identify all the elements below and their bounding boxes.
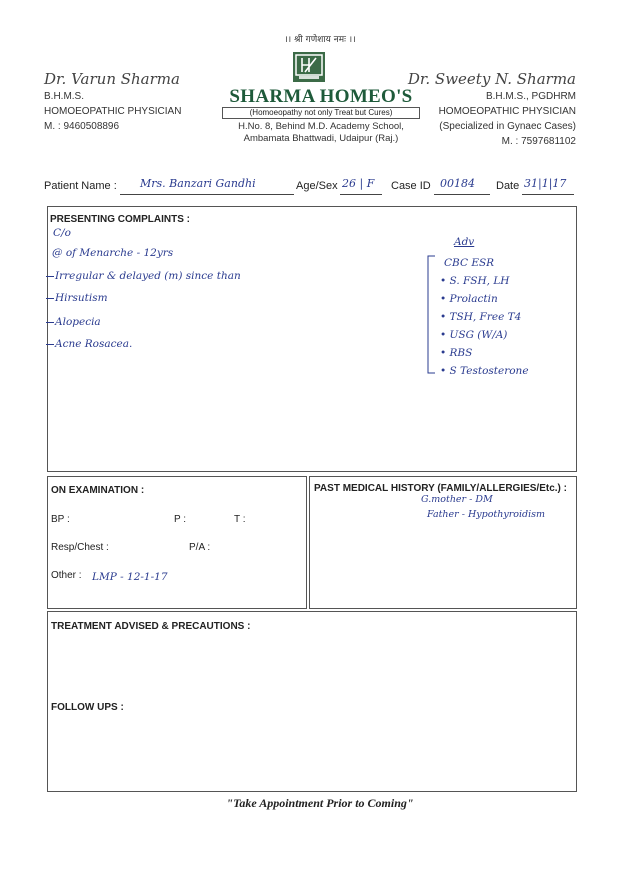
history-title: PAST MEDICAL HISTORY (FAMILY/ALLERGIES/Etc.) : bbox=[314, 483, 567, 494]
right-doctor-title: HOMOEOPATHIC PHYSICIAN bbox=[438, 106, 576, 117]
date-line bbox=[522, 194, 574, 195]
other-value: LMP - 12-1-17 bbox=[92, 571, 168, 583]
advice-item-text: TSH, Free T4 bbox=[449, 311, 522, 323]
bullet-dash bbox=[46, 322, 54, 323]
footer-note: "Take Appointment Prior to Coming" bbox=[226, 796, 414, 810]
history-line: G.mother - DM bbox=[421, 494, 493, 505]
clinic-logo-icon bbox=[293, 52, 325, 82]
left-doctor-name: Dr. Varun Sharma bbox=[44, 70, 180, 88]
patient-name-label: Patient Name : bbox=[44, 180, 117, 192]
patient-name-value[interactable]: Mrs. Banzari Gandhi bbox=[140, 177, 256, 190]
complaint-text: Irregular & delayed (m) since than bbox=[55, 270, 241, 282]
complaints-title: PRESENTING COMPLAINTS : bbox=[50, 214, 191, 225]
examination-box[interactable] bbox=[47, 476, 307, 609]
clinic-name: SHARMA HOMEO'S bbox=[229, 86, 413, 107]
bullet-dash bbox=[46, 298, 54, 299]
treatment-title: TREATMENT ADVISED & PRECAUTIONS : bbox=[51, 621, 251, 632]
advice-item: • RBS bbox=[440, 347, 473, 359]
left-doctor-degree: B.H.M.S. bbox=[44, 91, 85, 102]
age-sex-value[interactable]: 26 | F bbox=[342, 177, 375, 190]
bullet-dash bbox=[46, 276, 54, 277]
bullet-dash bbox=[46, 344, 54, 345]
address-line-1: H.No. 8, Behind M.D. Academy School, bbox=[238, 121, 404, 132]
age-sex-label: Age/Sex bbox=[296, 180, 338, 192]
right-doctor-name: Dr. Sweety N. Sharma bbox=[407, 70, 576, 88]
clinic-tagline: (Homoeopathy not only Treat but Cures) bbox=[222, 107, 420, 119]
date-value[interactable]: 31|1|17 bbox=[524, 177, 567, 190]
followup-label: FOLLOW UPS : bbox=[51, 702, 124, 713]
left-doctor-title: HOMOEOPATHIC PHYSICIAN bbox=[44, 106, 182, 117]
advice-item: • USG (W/A) bbox=[440, 329, 508, 341]
advice-item-text: S. FSH, LH bbox=[449, 275, 510, 287]
treatment-box[interactable] bbox=[47, 611, 577, 792]
right-doctor-block bbox=[402, 70, 576, 149]
advice-item-text: S Testosterone bbox=[449, 365, 529, 377]
case-id-label: Case ID bbox=[391, 180, 431, 192]
complaint-line bbox=[55, 316, 101, 328]
bp-label: BP : bbox=[51, 514, 70, 525]
temperature-label: T : bbox=[234, 514, 246, 525]
advice-item: • S. FSH, LH bbox=[440, 275, 510, 287]
complaint-text: Alopecia bbox=[55, 316, 101, 328]
address-line-2: Ambamata Bhattwadi, Udaipur (Raj.) bbox=[243, 133, 399, 144]
case-id-line bbox=[434, 194, 490, 195]
patient-info-row bbox=[44, 177, 584, 200]
advice-item: • TSH, Free T4 bbox=[440, 311, 522, 323]
other-label: Other : bbox=[51, 570, 82, 581]
advice-item-text: USG (W/A) bbox=[449, 329, 508, 341]
advice-item-text: Prolactin bbox=[449, 293, 498, 305]
resp-chest-label: Resp/Chest : bbox=[51, 542, 109, 553]
case-id-value[interactable]: 00184 bbox=[440, 177, 475, 190]
advice-item-text: RBS bbox=[449, 347, 473, 359]
right-doctor-degree: B.H.M.S., PGDHRM bbox=[485, 91, 576, 102]
complaint-line: @ of Menarche - 12yrs bbox=[52, 247, 174, 259]
complaint-line bbox=[55, 292, 108, 304]
advice-heading: Adv bbox=[454, 236, 475, 248]
date-label: Date bbox=[496, 180, 520, 192]
advice-item: • Prolactin bbox=[440, 293, 498, 305]
advice-item: CBC ESR bbox=[444, 257, 495, 269]
right-doctor-specialization: (Specialized in Gynaec Cases) bbox=[439, 121, 576, 132]
complaints-box[interactable] bbox=[47, 206, 577, 472]
complaint-text: Acne Rosacea. bbox=[55, 338, 133, 350]
left-doctor-phone: M. : 9460508896 bbox=[44, 121, 120, 132]
advice-item: • S Testosterone bbox=[440, 365, 529, 377]
complaint-line bbox=[55, 270, 241, 282]
pa-label: P/A : bbox=[189, 542, 211, 553]
complaint-line: C/o bbox=[53, 227, 71, 239]
invocation-text: ।। श्री गणेशाय नमः ।। bbox=[284, 35, 356, 45]
pulse-label: P : bbox=[174, 514, 187, 525]
right-doctor-phone: M. : 7597681102 bbox=[501, 136, 576, 147]
history-box[interactable] bbox=[309, 476, 577, 609]
advice-bracket-icon bbox=[426, 255, 436, 375]
complaint-text: Hirsutism bbox=[55, 292, 108, 304]
history-line: Father - Hypothyroidism bbox=[427, 509, 546, 520]
examination-title: ON EXAMINATION : bbox=[51, 485, 145, 496]
complaint-line bbox=[55, 338, 132, 350]
patient-name-line bbox=[120, 194, 294, 195]
age-sex-line bbox=[340, 194, 382, 195]
